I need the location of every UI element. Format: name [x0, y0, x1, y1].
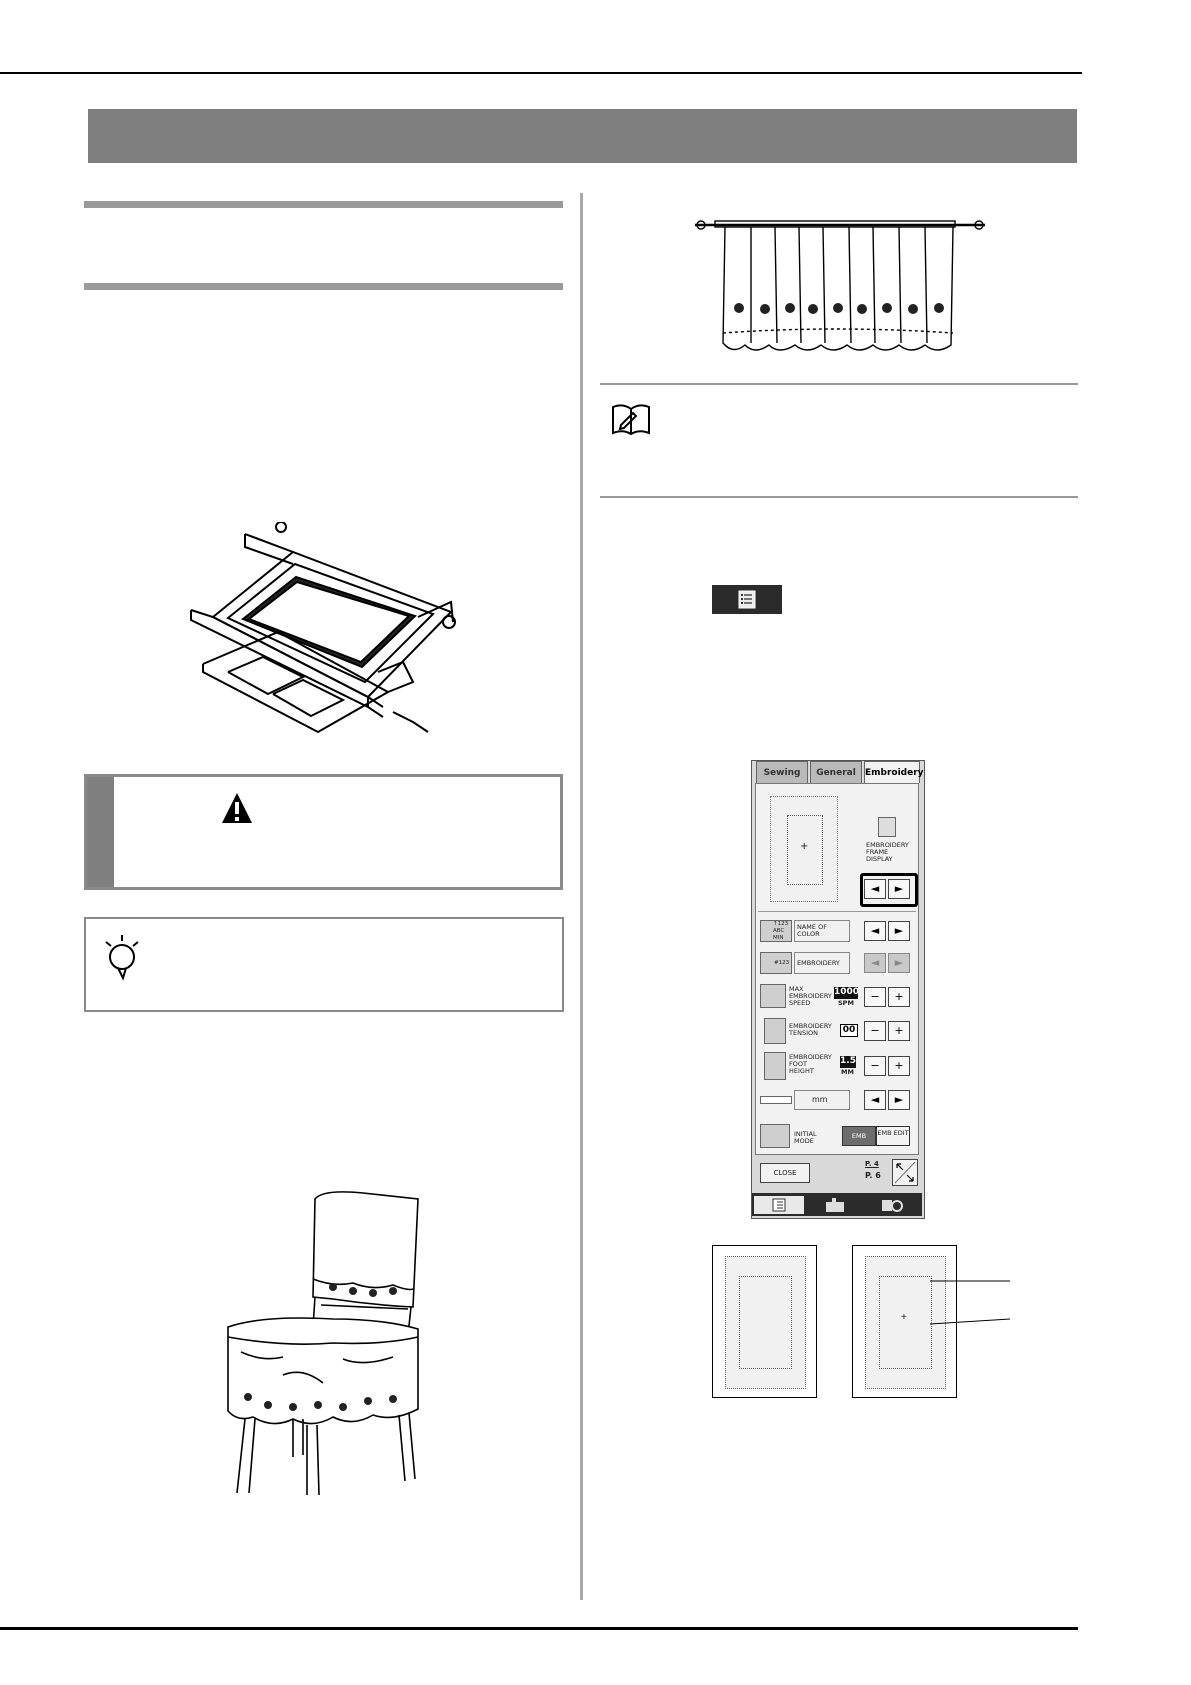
- function-key-strip: [752, 1193, 922, 1216]
- foot-height-value: 1.5: [840, 1056, 856, 1066]
- frame-display-example-a: [712, 1245, 817, 1398]
- close-button-label: CLOSE: [773, 1169, 797, 1177]
- initial-mode-option-emb-label: EMB: [851, 1132, 867, 1140]
- settings-list-icon: [772, 1198, 786, 1212]
- foot-height-label: EMBROIDERY FOOT HEIGHT: [789, 1053, 832, 1075]
- warning-box: [84, 774, 563, 890]
- curtain-drawing: [695, 213, 985, 363]
- unit-prev-button[interactable]: ◄: [864, 1090, 886, 1110]
- note-bulb-icon: [101, 933, 143, 981]
- frame-inner-area: [739, 1276, 792, 1369]
- color-name-label: NAME OF COLOR: [797, 923, 827, 938]
- warning-box-sidebar: [87, 777, 114, 887]
- top-rule: [0, 72, 1082, 74]
- color-name-prev-button[interactable]: ◄: [864, 921, 886, 941]
- page-current: P. 4: [865, 1160, 879, 1168]
- chair-drawing: [223, 1187, 428, 1497]
- tension-label: EMBROIDERY TENSION: [789, 1022, 832, 1037]
- tension-minus-button[interactable]: −: [864, 1021, 886, 1041]
- foot-height-plus-button[interactable]: +: [888, 1056, 910, 1076]
- settings-key[interactable]: [754, 1196, 804, 1214]
- bottom-rule: [0, 1627, 1078, 1630]
- memo-notebook-icon: [611, 401, 651, 437]
- frame-preview: [770, 796, 838, 902]
- border-frame-illustration: [183, 522, 468, 748]
- embroidery-frame-icon: [878, 817, 896, 837]
- frame-center-mark: +: [901, 1312, 907, 1323]
- tension-icon: [764, 1018, 786, 1044]
- frame-display-label: EMBROIDERY FRAME DISPLAY: [866, 841, 909, 863]
- unit-next-button[interactable]: ►: [888, 1090, 910, 1110]
- color-name-next-button[interactable]: ►: [888, 921, 910, 941]
- sewing-mode-key[interactable]: [866, 1196, 916, 1214]
- border-frame-drawing: [183, 522, 468, 748]
- thread-number-next-button[interactable]: ►: [888, 953, 910, 973]
- frame-display-prev-button[interactable]: ◄: [864, 879, 886, 899]
- max-speed-plus-button[interactable]: +: [888, 987, 910, 1007]
- initial-mode-option-emb-edit-label: EMB EDIT: [877, 1129, 909, 1137]
- foot-height-icon: [764, 1052, 786, 1080]
- settings-key-image: [712, 585, 782, 614]
- initial-mode-option-emb[interactable]: [842, 1126, 876, 1146]
- initial-mode-option-emb-edit[interactable]: [876, 1126, 910, 1146]
- note-box: [84, 917, 564, 1012]
- memo-top-rule: [600, 383, 1078, 385]
- page-arrows-icon: [893, 1160, 917, 1185]
- panel-divider: [758, 911, 916, 912]
- memo-bottom-rule: [600, 496, 1078, 498]
- foot-height-unit: MM: [841, 1068, 854, 1076]
- frame-display-next-button[interactable]: ►: [888, 879, 910, 899]
- thread-number-value: #123: [774, 960, 790, 966]
- mode-switch-icon: [880, 1197, 904, 1213]
- speed-icon: [760, 984, 786, 1008]
- foot-height-minus-button[interactable]: −: [864, 1056, 886, 1076]
- thread-number-label: EMBROIDERY: [797, 959, 840, 967]
- machine-help-icon: [822, 1197, 848, 1213]
- tab-embroidery[interactable]: Embroidery: [864, 761, 920, 783]
- color-name-value: ↑123 ABC MIN: [773, 921, 789, 941]
- settings-screen: [751, 760, 925, 1219]
- settings-content: [755, 783, 919, 1155]
- unit-value: mm: [812, 1095, 828, 1104]
- section-heading-bottom-rule: [84, 283, 563, 290]
- frame-center-mark: +: [800, 841, 809, 852]
- max-speed-label: MAX EMBROIDERY SPEED: [789, 985, 832, 1007]
- max-speed-unit: SPM: [838, 999, 854, 1007]
- settings-list-icon: [738, 590, 756, 609]
- tension-plus-button[interactable]: +: [888, 1021, 910, 1041]
- initial-mode-icon: [760, 1124, 790, 1148]
- max-speed-value: 1000: [834, 987, 860, 997]
- close-button[interactable]: [760, 1163, 810, 1183]
- section-heading-top-rule: [84, 201, 563, 208]
- max-speed-minus-button[interactable]: −: [864, 987, 886, 1007]
- tab-general[interactable]: General: [810, 761, 862, 783]
- ruler-icon: [760, 1096, 792, 1104]
- callout-leader-lines: [930, 1275, 1012, 1327]
- help-key[interactable]: [810, 1196, 860, 1214]
- thread-number-prev-button[interactable]: ◄: [864, 953, 886, 973]
- page-total: P. 6: [865, 1171, 881, 1180]
- page-scroll-button[interactable]: [892, 1159, 918, 1186]
- warning-triangle-icon: [221, 791, 253, 825]
- column-separator: [580, 193, 583, 1600]
- chair-cover-illustration: [223, 1187, 428, 1497]
- tab-sewing[interactable]: Sewing: [756, 761, 808, 783]
- chapter-title-bar: [88, 109, 1077, 163]
- initial-mode-label: INITIAL MODE: [794, 1130, 817, 1145]
- curtain-illustration: [695, 213, 985, 363]
- tension-value: 00: [840, 1024, 858, 1037]
